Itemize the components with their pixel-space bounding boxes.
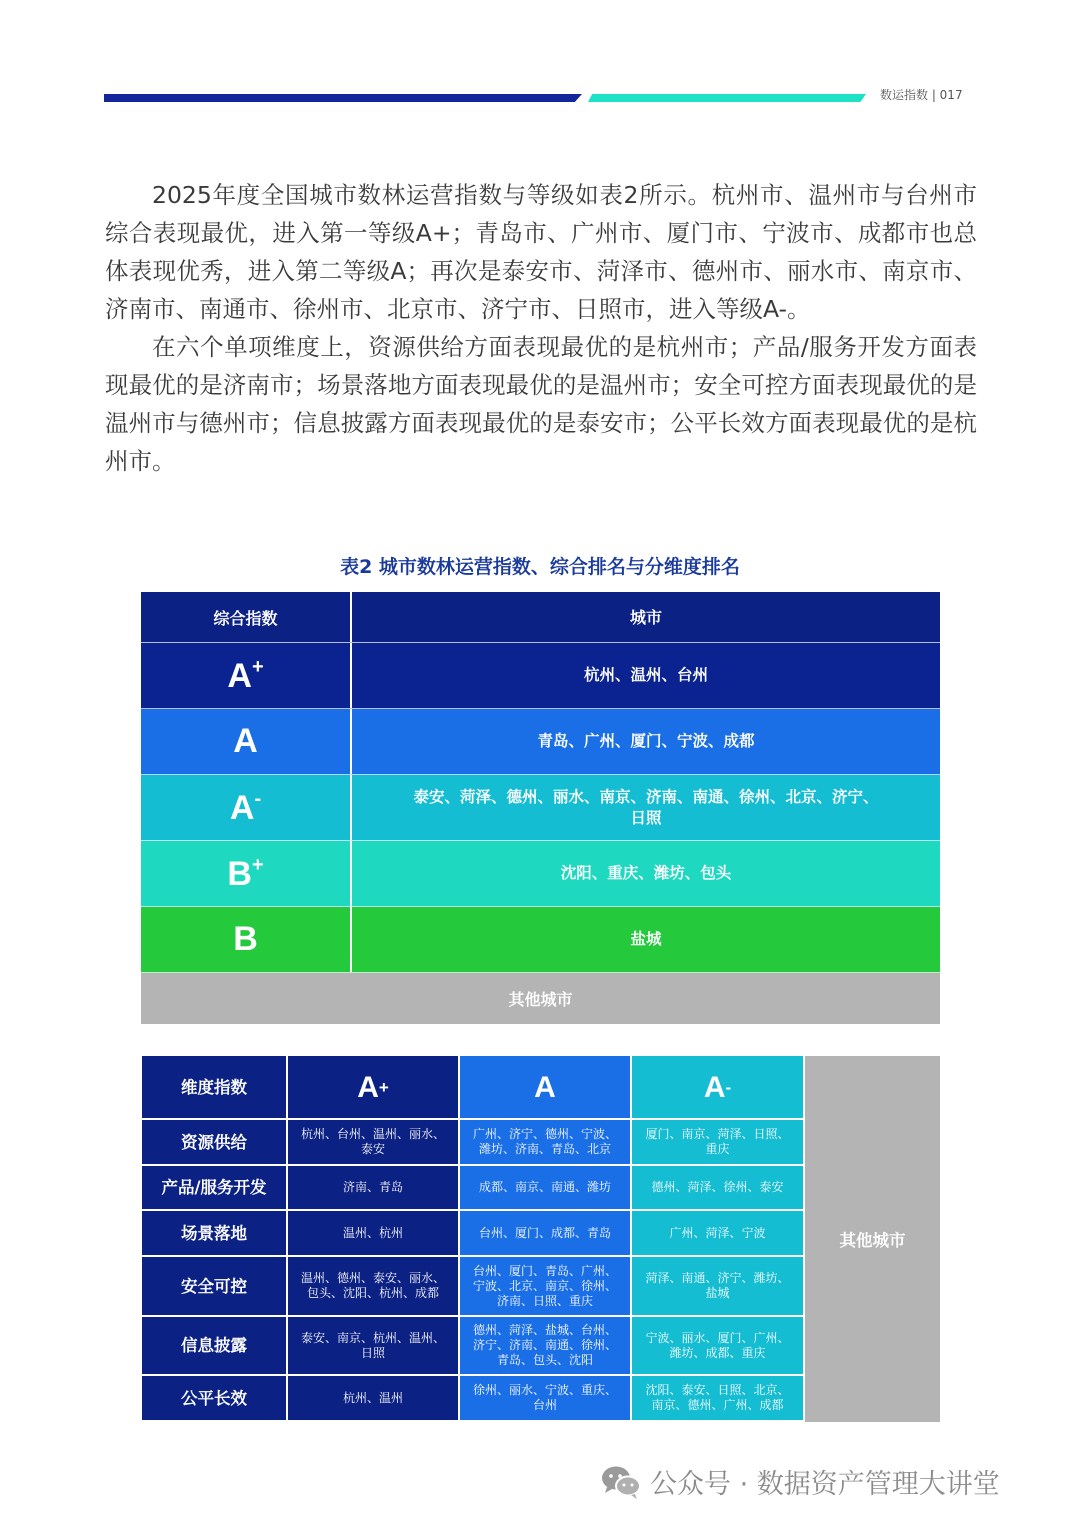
grade-label: B+ xyxy=(141,841,352,906)
grade-label: A- xyxy=(141,775,352,840)
dimension-label: 公平长效 xyxy=(142,1376,288,1420)
dimension-table-header xyxy=(142,1056,803,1120)
paragraph-2: 在六个单项维度上，资源供给方面表现最优的是杭州市；产品/服务开发方面表现最优的是济南市；场景落地方面表现最优的是温州市；安全可控方面表现最优的是温州市与德州市；信息披露方面表现最优的是泰安市；公平长效方面表现最优的是杭州市。 xyxy=(105,333,977,475)
header-bar-teal xyxy=(588,94,866,102)
cell-a-plus: 泰安、南京、杭州、温州、日照 xyxy=(288,1317,460,1374)
paragraph-1: 2025年度全国城市数林运营指数与等级如表2所示。杭州市、温州市与台州市综合表现最优，进入第一等级A+；青岛市、广州市、厦门市、宁波市、成都市也总体表现优秀，进入第二等级A；再次是泰安市、菏泽市、德州市、丽水市、南京市、济南市、南通市、徐州市、北京市、济宁市、日照市，进入等级A-。 xyxy=(105,181,977,323)
grade-cities: 沈阳、重庆、潍坊、包头 xyxy=(560,864,732,882)
dimension-label: 产品/服务开发 xyxy=(142,1166,288,1209)
wechat-watermark xyxy=(600,1462,1000,1501)
grade-row-a-minus xyxy=(141,775,940,841)
table-title: 表2 城市数林运营指数、综合排名与分维度排名 xyxy=(340,556,740,578)
grade-table xyxy=(141,592,940,1024)
grade-label: A xyxy=(141,709,352,774)
header-a-plus: A + xyxy=(288,1056,460,1118)
header-grade: 综合指数 xyxy=(141,592,352,642)
wechat-icon xyxy=(600,1464,642,1500)
watermark-text: 公众号 · 数据资产管理大讲堂 xyxy=(650,1469,1000,1500)
cell-a: 成都、南京、南通、潍坊 xyxy=(460,1166,632,1209)
cell-a-minus: 菏泽、南通、济宁、潍坊、盐城 xyxy=(632,1257,803,1315)
grade-cities: 泰安、菏泽、德州、丽水、南京、济南、南通、徐州、北京、济宁、日照 xyxy=(413,787,879,827)
page-number-label: 数运指数 | 017 xyxy=(880,88,963,102)
dimension-table xyxy=(142,1056,940,1422)
header-a: A xyxy=(460,1056,632,1118)
table-row xyxy=(142,1166,803,1211)
grade-label: B xyxy=(141,907,352,972)
cell-a: 德州、菏泽、盐城、台州、济宁、济南、南通、徐州、青岛、包头、沈阳 xyxy=(460,1317,632,1374)
table-row xyxy=(142,1317,803,1376)
table-row xyxy=(142,1120,803,1166)
grade-table-header xyxy=(141,592,940,643)
grade-row-a xyxy=(141,709,940,775)
grade-cities: 杭州、温州、台州 xyxy=(583,666,708,684)
header-dimension: 维度指数 xyxy=(142,1056,288,1118)
grade-cities: 青岛、广州、厦门、宁波、成都 xyxy=(537,732,755,750)
grade-label: A+ xyxy=(141,643,352,708)
cell-a-minus: 厦门、南京、菏泽、日照、重庆 xyxy=(632,1120,803,1164)
cell-a-plus: 杭州、温州 xyxy=(288,1376,460,1420)
cell-a: 台州、厦门、成都、青岛 xyxy=(460,1211,632,1255)
grade-row-b xyxy=(141,907,940,973)
header-a-minus: A - xyxy=(632,1056,803,1118)
grade-cities: 盐城 xyxy=(630,930,662,948)
dimension-label: 资源供给 xyxy=(142,1120,288,1164)
header-bar-dark xyxy=(104,94,582,102)
dimension-label: 安全可控 xyxy=(142,1257,288,1315)
body-text xyxy=(105,176,977,480)
table-row xyxy=(142,1257,803,1317)
cell-a: 徐州、丽水、宁波、重庆、台州 xyxy=(460,1376,632,1420)
dimension-label: 场景落地 xyxy=(142,1211,288,1255)
header-cities: 城市 xyxy=(629,607,662,627)
cell-a-plus: 杭州、台州、温州、丽水、泰安 xyxy=(288,1120,460,1164)
cell-a: 广州、济宁、德州、宁波、潍坊、济南、青岛、北京 xyxy=(460,1120,632,1164)
cell-a-minus: 广州、菏泽、宁波 xyxy=(632,1211,803,1255)
cell-a-minus: 德州、菏泽、徐州、泰安 xyxy=(632,1166,803,1209)
grade-row-b-plus xyxy=(141,841,940,907)
grade-row-other: 其他城市 xyxy=(141,973,940,1024)
table-row xyxy=(142,1211,803,1257)
grade-row-a-plus xyxy=(141,643,940,709)
cell-a-plus: 济南、青岛 xyxy=(288,1166,460,1209)
cell-a-minus: 宁波、丽水、厦门、广州、潍坊、成都、重庆 xyxy=(632,1317,803,1374)
other-cities-column: 其他城市 xyxy=(805,1056,940,1422)
dimension-label: 信息披露 xyxy=(142,1317,288,1374)
cell-a-minus: 沈阳、泰安、日照、北京、南京、德州、广州、成都 xyxy=(632,1376,803,1420)
cell-a-plus: 温州、德州、泰安、丽水、包头、沈阳、杭州、成都 xyxy=(288,1257,460,1315)
table-row xyxy=(142,1376,803,1420)
cell-a-plus: 温州、杭州 xyxy=(288,1211,460,1255)
cell-a: 台州、厦门、青岛、广州、宁波、北京、南京、徐州、济南、日照、重庆 xyxy=(460,1257,632,1315)
